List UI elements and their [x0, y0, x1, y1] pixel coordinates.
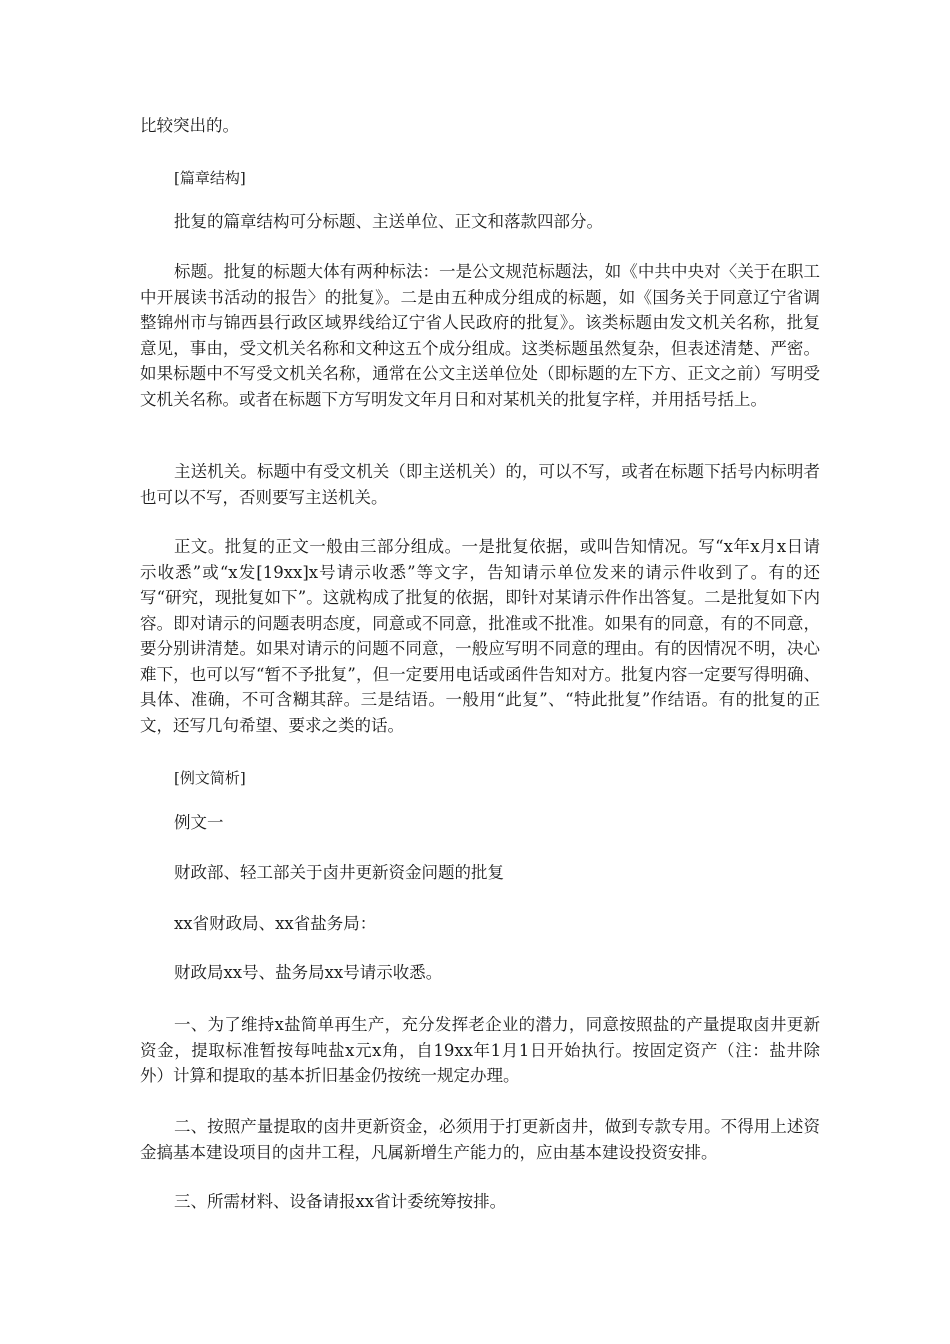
example-point-2: 二、按照产量提取的卤井更新资金，必须用于打更新卤井，做到专款专用。不得用上述资金搞基本建设项目的卤井工程，凡属新增生产能力的，应由基本建设投资安排。 — [140, 1117, 820, 1162]
example-addressee: xx省财政局、xx省盐务局： — [174, 914, 377, 933]
example-title: 财政部、轻工部关于卤井更新资金问题的批复 — [174, 863, 504, 882]
paragraph-body: 正文。批复的正文一般由三部分组成。一是批复依据，或叫告知情况。写“x年x月x日请示收悉”或“x发[19xx]x号请示收悉”等文字，告知请示单位发来的请示件收到了。有的还写“研究，现批复如下”。这就构成了批复的依据，即针对某请示件作出答复。二是批复如下内容。即对请示的问题表明态度，同意或不同意，批准或不批准。如果有的同意，有的不同意，要分别讲清楚。如果对请示的问题不同意，一般应写明不同意的理由。有的因情况不明，决心难下，也可以写“暂不予批复”，但一定要用电话或函件告知对方。批复内容一定要写得明确、具体、准确，不可含糊其辞。三是结语。一般用“此复”、“特此批复”作结语。有的批复的正文，还写几句希望、要求之类的话。 — [140, 537, 820, 735]
section-heading-example: [例文简析] — [174, 769, 246, 787]
example-point-1: 一、为了维持x盐简单再生产，充分发挥老企业的潜力，同意按照盐的产量提取卤井更新资金，提取标准暂按每吨盐x元x角，自19xx年1月1日开始执行。按固定资产（注：盐井除外）计算和提取的基本折旧基金仍按统一规定办理。 — [140, 1015, 820, 1085]
paragraph-structure-intro: 批复的篇章结构可分标题、主送单位、正文和落款四部分。 — [174, 212, 603, 231]
section-heading-structure: [篇章结构] — [174, 169, 246, 187]
example-acknowledgement: 财政局xx号、盐务局xx号请示收悉。 — [174, 963, 443, 982]
paragraph-continuation: 比较突出的。 — [140, 116, 239, 135]
example-label: 例文一 — [174, 813, 224, 832]
example-point-3: 三、所需材料、设备请报xx省计委统筹按排。 — [174, 1192, 507, 1211]
paragraph-title: 标题。批复的标题大体有两种标法：一是公文规范标题法，如《中共中央对〈关于在职工中开展读书活动的报告〉的批复》。二是由五种成分组成的标题，如《国务关于同意辽宁省调整锦州市与锦西县行政区域界线给辽宁省人民政府的批复》。该类标题由发文机关名称，批复意见，事由，受文机关名称和文种这五个成分组成。这类标题虽然复杂，但表述清楚、严密。如果标题中不写受文机关名称，通常在公文主送单位处（即标题的左下方、正文之前）写明受文机关名称。或者在标题下方写明发文年月日和对某机关的批复字样，并用括号括上。 — [140, 262, 820, 409]
paragraph-recipient: 主送机关。标题中有受文机关（即主送机关）的，可以不写，或者在标题下括号内标明者也可以不写，否则要写主送机关。 — [140, 462, 820, 507]
